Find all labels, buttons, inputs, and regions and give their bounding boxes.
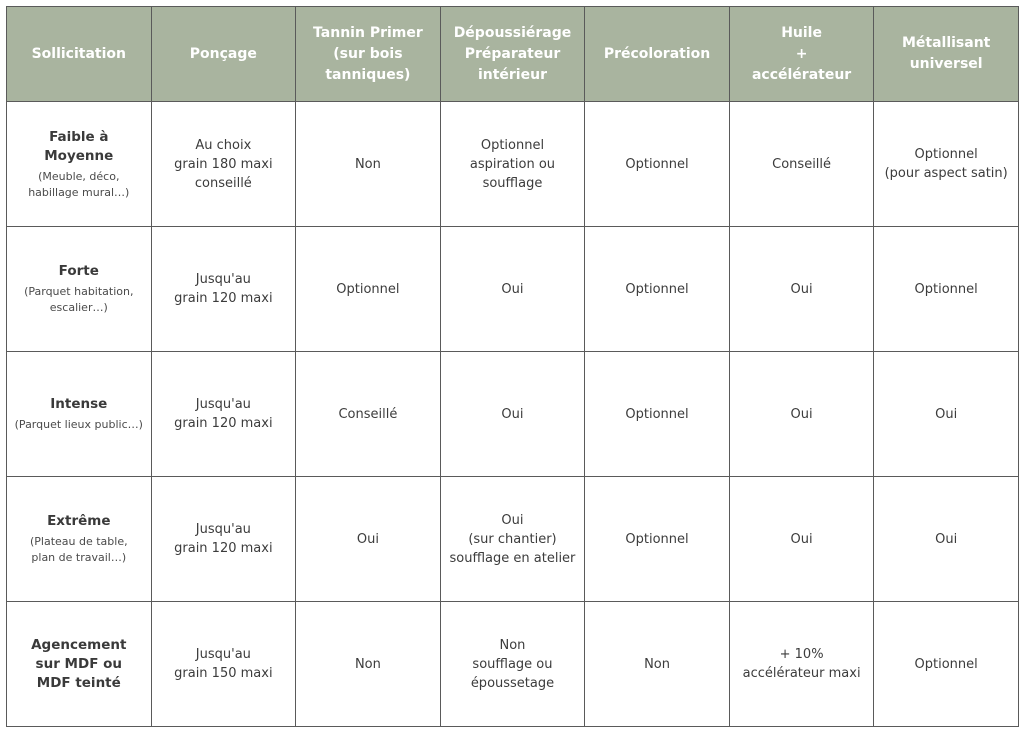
cell-line: soufflage	[482, 175, 543, 191]
poncage-cell	[151, 352, 296, 477]
sollicitation-title: sur MDF ou	[35, 655, 122, 672]
header-cell-poncage	[151, 7, 296, 102]
metallisant-cell	[874, 227, 1019, 352]
tannin-primer-cell	[296, 102, 441, 227]
cell-line: grain 120 maxi	[174, 291, 273, 306]
cell-line: + 10%	[779, 647, 824, 662]
table-body	[7, 102, 1019, 727]
sollicitation-title: Intense	[50, 396, 108, 412]
cell-line: Conseillé	[338, 406, 398, 422]
header-line: Préparateur	[464, 45, 561, 62]
table-row	[7, 602, 1019, 727]
sollicitation-subtitle: habillage mural…)	[28, 185, 130, 199]
tannin-primer-cell	[296, 227, 441, 352]
huile-cell	[729, 352, 874, 477]
header-line: Métallisant	[901, 35, 991, 51]
header-line: intérieur	[477, 66, 547, 83]
huile-cell	[729, 602, 874, 727]
poncage-cell	[151, 227, 296, 352]
cell-line: Optionnel	[914, 147, 978, 162]
cell-line: Oui	[935, 531, 958, 547]
header-cell-metallisant	[874, 7, 1019, 102]
huile-cell	[729, 477, 874, 602]
sollicitation-title: Extrême	[47, 513, 111, 529]
cell-line: Optionnel	[625, 281, 689, 297]
cell-line: Oui	[501, 512, 524, 528]
cell-line: conseillé	[194, 175, 252, 191]
cell-line: aspiration ou	[469, 156, 556, 172]
cell-line: Oui	[356, 531, 379, 547]
poncage-cell	[151, 477, 296, 602]
comparison-table-wrapper	[6, 6, 1018, 727]
cell-line: Optionnel	[914, 281, 978, 297]
cell-line: Optionnel	[914, 656, 978, 672]
cell-line: grain 180 maxi	[174, 156, 273, 172]
header-line: tanniques)	[325, 66, 411, 83]
cell-line: grain 150 maxi	[174, 666, 273, 681]
sollicitation-cell	[7, 477, 152, 602]
table-row	[7, 102, 1019, 227]
precoloration-cell	[585, 227, 730, 352]
sollicitation-title: Faible à Moyenne	[44, 128, 114, 164]
cell-line: Optionnel	[625, 406, 689, 422]
huile-cell	[729, 227, 874, 352]
header-cell-precoloration	[585, 7, 730, 102]
header-cell-depoussierage	[440, 7, 585, 102]
cell-line: Au choix	[195, 137, 252, 153]
table-row	[7, 477, 1019, 602]
cell-line: Non	[354, 656, 381, 672]
cell-line: (pour aspect satin)	[884, 166, 1008, 181]
cell-line: grain 120 maxi	[174, 541, 273, 556]
sollicitation-table	[6, 6, 1019, 727]
header-cell-sollicitation	[7, 7, 152, 102]
sollicitation-cell	[7, 102, 152, 227]
cell-line: Jusqu'au	[195, 272, 251, 287]
header-line: Huile	[781, 24, 822, 41]
cell-line: soufflage ou	[472, 656, 553, 672]
sollicitation-title: Agencement	[31, 636, 127, 653]
cell-line: Non	[644, 656, 670, 672]
tannin-primer-cell	[296, 477, 441, 602]
header-line: universel	[909, 56, 983, 72]
metallisant-cell	[874, 352, 1019, 477]
header-line: (sur bois	[333, 45, 403, 62]
metallisant-cell	[874, 477, 1019, 602]
header-line: Sollicitation	[31, 45, 126, 62]
metallisant-cell	[874, 102, 1019, 227]
sollicitation-cell	[7, 352, 152, 477]
huile-cell	[729, 102, 874, 227]
metallisant-cell	[874, 602, 1019, 727]
cell-line: Oui	[501, 406, 524, 422]
cell-line: Jusqu'au	[195, 522, 251, 537]
cell-line: Non	[499, 637, 526, 653]
tannin-primer-cell	[296, 602, 441, 727]
header-line: accélérateur	[751, 66, 852, 83]
depoussierage-cell	[440, 352, 585, 477]
cell-line: époussetage	[470, 675, 555, 691]
header-cell-huile-accelerateur	[729, 7, 874, 102]
cell-line: accélérateur maxi	[742, 666, 861, 681]
header-line: +	[795, 45, 808, 62]
cell-line: (sur chantier)	[468, 531, 557, 547]
header-line: Précoloration	[603, 45, 711, 62]
table-row	[7, 352, 1019, 477]
cell-line: Oui	[790, 531, 813, 547]
sollicitation-subtitle: escalier…)	[49, 301, 108, 314]
sollicitation-subtitle: (Meuble, déco,	[38, 169, 120, 183]
header-cell-tannin-primer	[296, 7, 441, 102]
cell-line: Jusqu'au	[195, 647, 251, 662]
table-header	[7, 7, 1019, 102]
cell-line: Jusqu'au	[195, 397, 251, 412]
sollicitation-cell	[7, 227, 152, 352]
poncage-cell	[151, 102, 296, 227]
precoloration-cell	[585, 352, 730, 477]
table-row	[7, 227, 1019, 352]
cell-line: Non	[354, 156, 381, 172]
precoloration-cell	[585, 477, 730, 602]
cell-line: Oui	[790, 281, 813, 297]
sollicitation-title: MDF teinté	[36, 674, 121, 691]
sollicitation-title: Forte	[58, 263, 99, 279]
depoussierage-cell	[440, 102, 585, 227]
depoussierage-cell	[440, 477, 585, 602]
header-row	[7, 7, 1019, 102]
precoloration-cell	[585, 602, 730, 727]
depoussierage-cell	[440, 602, 585, 727]
precoloration-cell	[585, 102, 730, 227]
sollicitation-subtitle: (Parquet habitation,	[24, 285, 134, 298]
tannin-primer-cell	[296, 352, 441, 477]
cell-line: Conseillé	[772, 156, 832, 172]
cell-line: Optionnel	[336, 281, 400, 297]
depoussierage-cell	[440, 227, 585, 352]
cell-line: Optionnel	[480, 137, 545, 153]
sollicitation-subtitle: (Plateau de table,	[29, 535, 128, 548]
cell-line: soufflage en atelier	[449, 550, 576, 566]
sollicitation-cell	[7, 602, 152, 727]
cell-line: Optionnel	[625, 156, 689, 172]
sollicitation-subtitle: plan de travail…)	[31, 551, 127, 564]
cell-line: grain 120 maxi	[174, 416, 273, 431]
cell-line: Oui	[935, 406, 958, 422]
cell-line: Oui	[790, 406, 813, 422]
header-line: Tannin Primer	[313, 24, 423, 41]
cell-line: Optionnel	[625, 531, 689, 547]
poncage-cell	[151, 602, 296, 727]
sollicitation-subtitle: (Parquet lieux public…)	[14, 418, 143, 431]
cell-line: Oui	[501, 281, 524, 297]
header-line: Dépoussiérage	[453, 24, 572, 41]
header-line: Ponçage	[189, 45, 257, 62]
